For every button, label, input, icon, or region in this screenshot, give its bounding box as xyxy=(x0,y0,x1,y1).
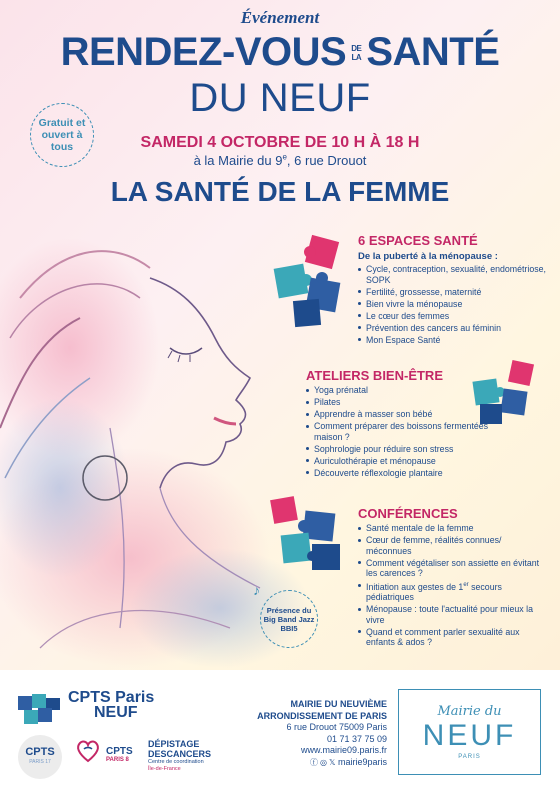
x-icon[interactable]: 𝕏 xyxy=(329,757,336,767)
title-de: DE xyxy=(351,43,362,53)
cpts-puzzle-logo xyxy=(16,692,64,728)
mairie-address: 6 rue Drouot 75009 Paris xyxy=(286,722,387,732)
event-theme: LA SANTÉ DE LA FEMME xyxy=(110,176,450,207)
list-item: Santé mentale de la femme xyxy=(358,523,548,534)
title-sante: SANTÉ xyxy=(366,30,500,74)
cpts17-main: CPTS xyxy=(25,746,55,758)
event-date: SAMEDI 4 OCTOBRE DE 10 H À 18 H xyxy=(140,134,420,151)
cpts-line2: NEUF xyxy=(94,704,138,721)
list-item: Yoga prénatal xyxy=(306,385,496,396)
mairie-box-paris: PARIS xyxy=(458,754,481,760)
event-place-text: à la Mairie du 9e, 6 rue Drouot xyxy=(193,153,367,169)
mairie-phone: 01 71 37 75 09 xyxy=(326,733,387,744)
title-rendez-vous: RENDEZ-VOUS xyxy=(60,30,347,74)
cpts17-sub: PARIS 17 xyxy=(29,759,51,765)
instagram-icon[interactable]: ◎ xyxy=(320,757,327,767)
cpts-paris17-logo xyxy=(18,735,62,779)
ateliers-section xyxy=(306,368,496,480)
mairie-contact xyxy=(232,699,387,768)
list-item: Initiation aux gestes de 1er secours pédiatriques xyxy=(358,580,548,603)
facebook-icon[interactable]: ⓕ xyxy=(310,757,319,767)
depistage-1: DÉPISTAGE xyxy=(148,739,200,749)
list-item: Ménopause : toute l'actualité pour mieux la vivre xyxy=(358,604,548,625)
bigband-text: Présence du Big Band Jazz BBI5 xyxy=(263,605,315,633)
cpts-paris8-logo xyxy=(106,747,133,765)
mairie-box-script: Mairie du xyxy=(437,704,502,719)
espaces-list xyxy=(358,264,548,345)
title-du-neuf: DU NEUF xyxy=(189,76,371,120)
list-item: Prévention des cancers au féminin xyxy=(358,323,548,334)
list-item: Le cœur des femmes xyxy=(358,311,548,322)
ateliers-title: ATELIERS BIEN-ÊTRE xyxy=(306,368,443,383)
heart-icon xyxy=(74,737,102,765)
list-item: Bien vivre la ménopause xyxy=(358,299,548,310)
cpts-paris-neuf-logo xyxy=(68,690,154,720)
list-item: Cœur de femme, réalités connues/ méconnues xyxy=(358,535,548,556)
list-item: Auriculothérapie et ménopause xyxy=(306,456,496,467)
list-item: Quand et comment parler sexualité aux enfants & ados ? xyxy=(358,627,548,648)
cpts8-sub: PARIS 8 xyxy=(106,757,129,763)
mairie-du-neuf-logo xyxy=(398,689,541,775)
bigband-badge xyxy=(260,590,318,648)
list-item: Comment préparer des boissons fermentées maison ? xyxy=(306,421,496,442)
title-de-la xyxy=(351,44,361,62)
list-item: Pilates xyxy=(306,397,496,408)
conferences-list xyxy=(358,523,548,648)
list-item: Cycle, contraception, sexualité, endométriose, SOPK xyxy=(358,264,548,285)
free-badge-text: Gratuit et ouvert à tous xyxy=(38,117,86,153)
depistage-4: Île-de-France xyxy=(148,765,181,772)
list-item: Sophrologie pour réduire son stress xyxy=(306,444,496,455)
conferences-section xyxy=(358,506,548,649)
event-label: Événement xyxy=(240,8,320,27)
main-title xyxy=(0,30,560,75)
mairie-social xyxy=(232,757,387,769)
conferences-title: CONFÉRENCES xyxy=(358,506,458,521)
mairie-box-neuf: NEUF xyxy=(422,719,517,752)
espaces-sante-section xyxy=(358,233,548,347)
espaces-subtitle: De la puberté à la ménopause : xyxy=(358,251,498,262)
cpts-line1: CPTS Paris xyxy=(68,689,155,706)
depistage-3: Centre de coordination xyxy=(148,759,204,765)
mairie-line2: ARRONDISSEMENT DE PARIS xyxy=(257,710,387,721)
list-item: Découverte réflexologie plantaire xyxy=(306,468,496,479)
mairie-line1: MAIRIE DU NEUVIÈME xyxy=(290,699,387,709)
depistage-cancers-logo xyxy=(148,740,211,772)
puzzle-icon-1 xyxy=(270,232,350,332)
puzzle-icon-3 xyxy=(266,494,350,578)
music-note-icon: ♪ xyxy=(253,582,260,598)
espaces-title: 6 ESPACES SANTÉ xyxy=(358,233,478,248)
mairie-website[interactable]: www.mairie09.paris.fr xyxy=(300,745,387,755)
cpts8-main: CPTS xyxy=(106,746,133,757)
social-handle[interactable]: mairie9paris xyxy=(337,756,387,767)
event-place xyxy=(0,153,560,168)
depistage-2: DESCANCERS xyxy=(148,748,212,759)
list-item: Comment végétaliser son assiette en évitant les carences ? xyxy=(358,558,548,579)
list-item: Mon Espace Santé xyxy=(358,335,548,346)
list-item: Apprendre à masser son bébé xyxy=(306,409,496,420)
list-item: Fertilité, grossesse, maternité xyxy=(358,287,548,298)
ateliers-list xyxy=(306,385,496,478)
title-la: LA xyxy=(351,52,362,62)
